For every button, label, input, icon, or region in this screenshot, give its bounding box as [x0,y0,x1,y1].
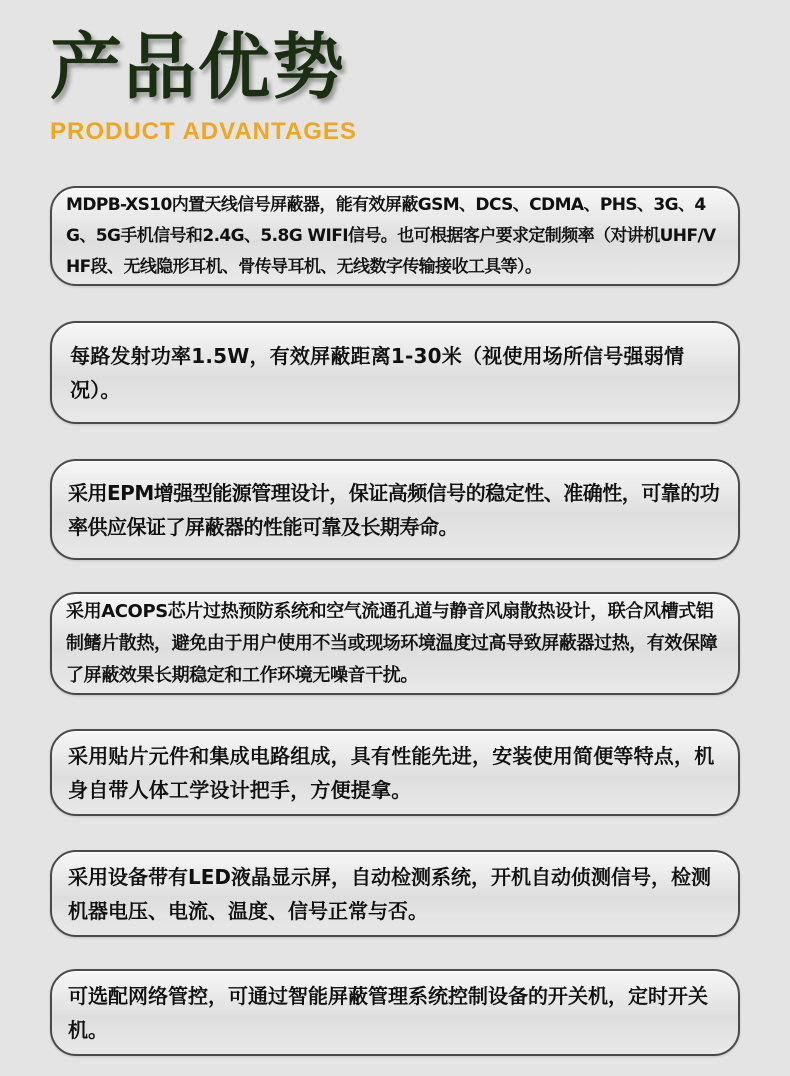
advantage-card [50,459,740,560]
advantage-card [50,969,740,1056]
advantage-text: 采用设备带有LED液晶显示屏，自动检测系统，开机自动侦测信号，检测机器电压、电流、温度、信号正常与否。 [68,864,712,923]
page-title: 产品优势 [50,25,347,109]
page-subtitle: PRODUCT ADVANTAGES [50,118,357,145]
advantage-card [50,729,740,816]
advantage-text: 可选配网络管控，可通过智能屏蔽管理系统控制设备的开关机，定时开关机。 [68,983,708,1042]
advantage-text: 每路发射功率1.5W，有效屏蔽距离1-30米（视使用场所信号强弱情况）。 [70,343,685,402]
advantage-text: MDPB-XS10内置天线信号屏蔽器，能有效屏蔽GSM、DCS、CDMA、PHS、3G、4G、5G手机信号和2.4G、5.8G WIFI信号。也可根据客户要求定制频率（对讲机UHF/VHF段、无线隐形耳机、骨传导耳机、无线数字传输接收工具等）。 [66,194,716,277]
advantage-text: 采用EPM增强型能源管理设计，保证高频信号的稳定性、准确性，可靠的功率供应保证了屏蔽器的性能可靠及长期寿命。 [68,480,720,539]
advantage-card [50,321,740,424]
advantage-text: 采用贴片元件和集成电路组成，具有性能先进，安装使用简便等特点，机身自带人体工学设计把手，方便提拿。 [68,743,715,802]
advantage-card [50,592,740,695]
advantage-text: 采用ACOPS芯片过热预防系统和空气流通孔道与静音风扇散热设计，联合风槽式铝制鳍片散热，避免由于用户使用不当或现场环境温度过高导致屏蔽器过热，有效保障了屏蔽效果长期稳定和工作环境无噪音干扰。 [66,600,718,686]
page-header [50,22,357,146]
advantage-card [50,186,740,286]
advantage-card [50,850,740,937]
